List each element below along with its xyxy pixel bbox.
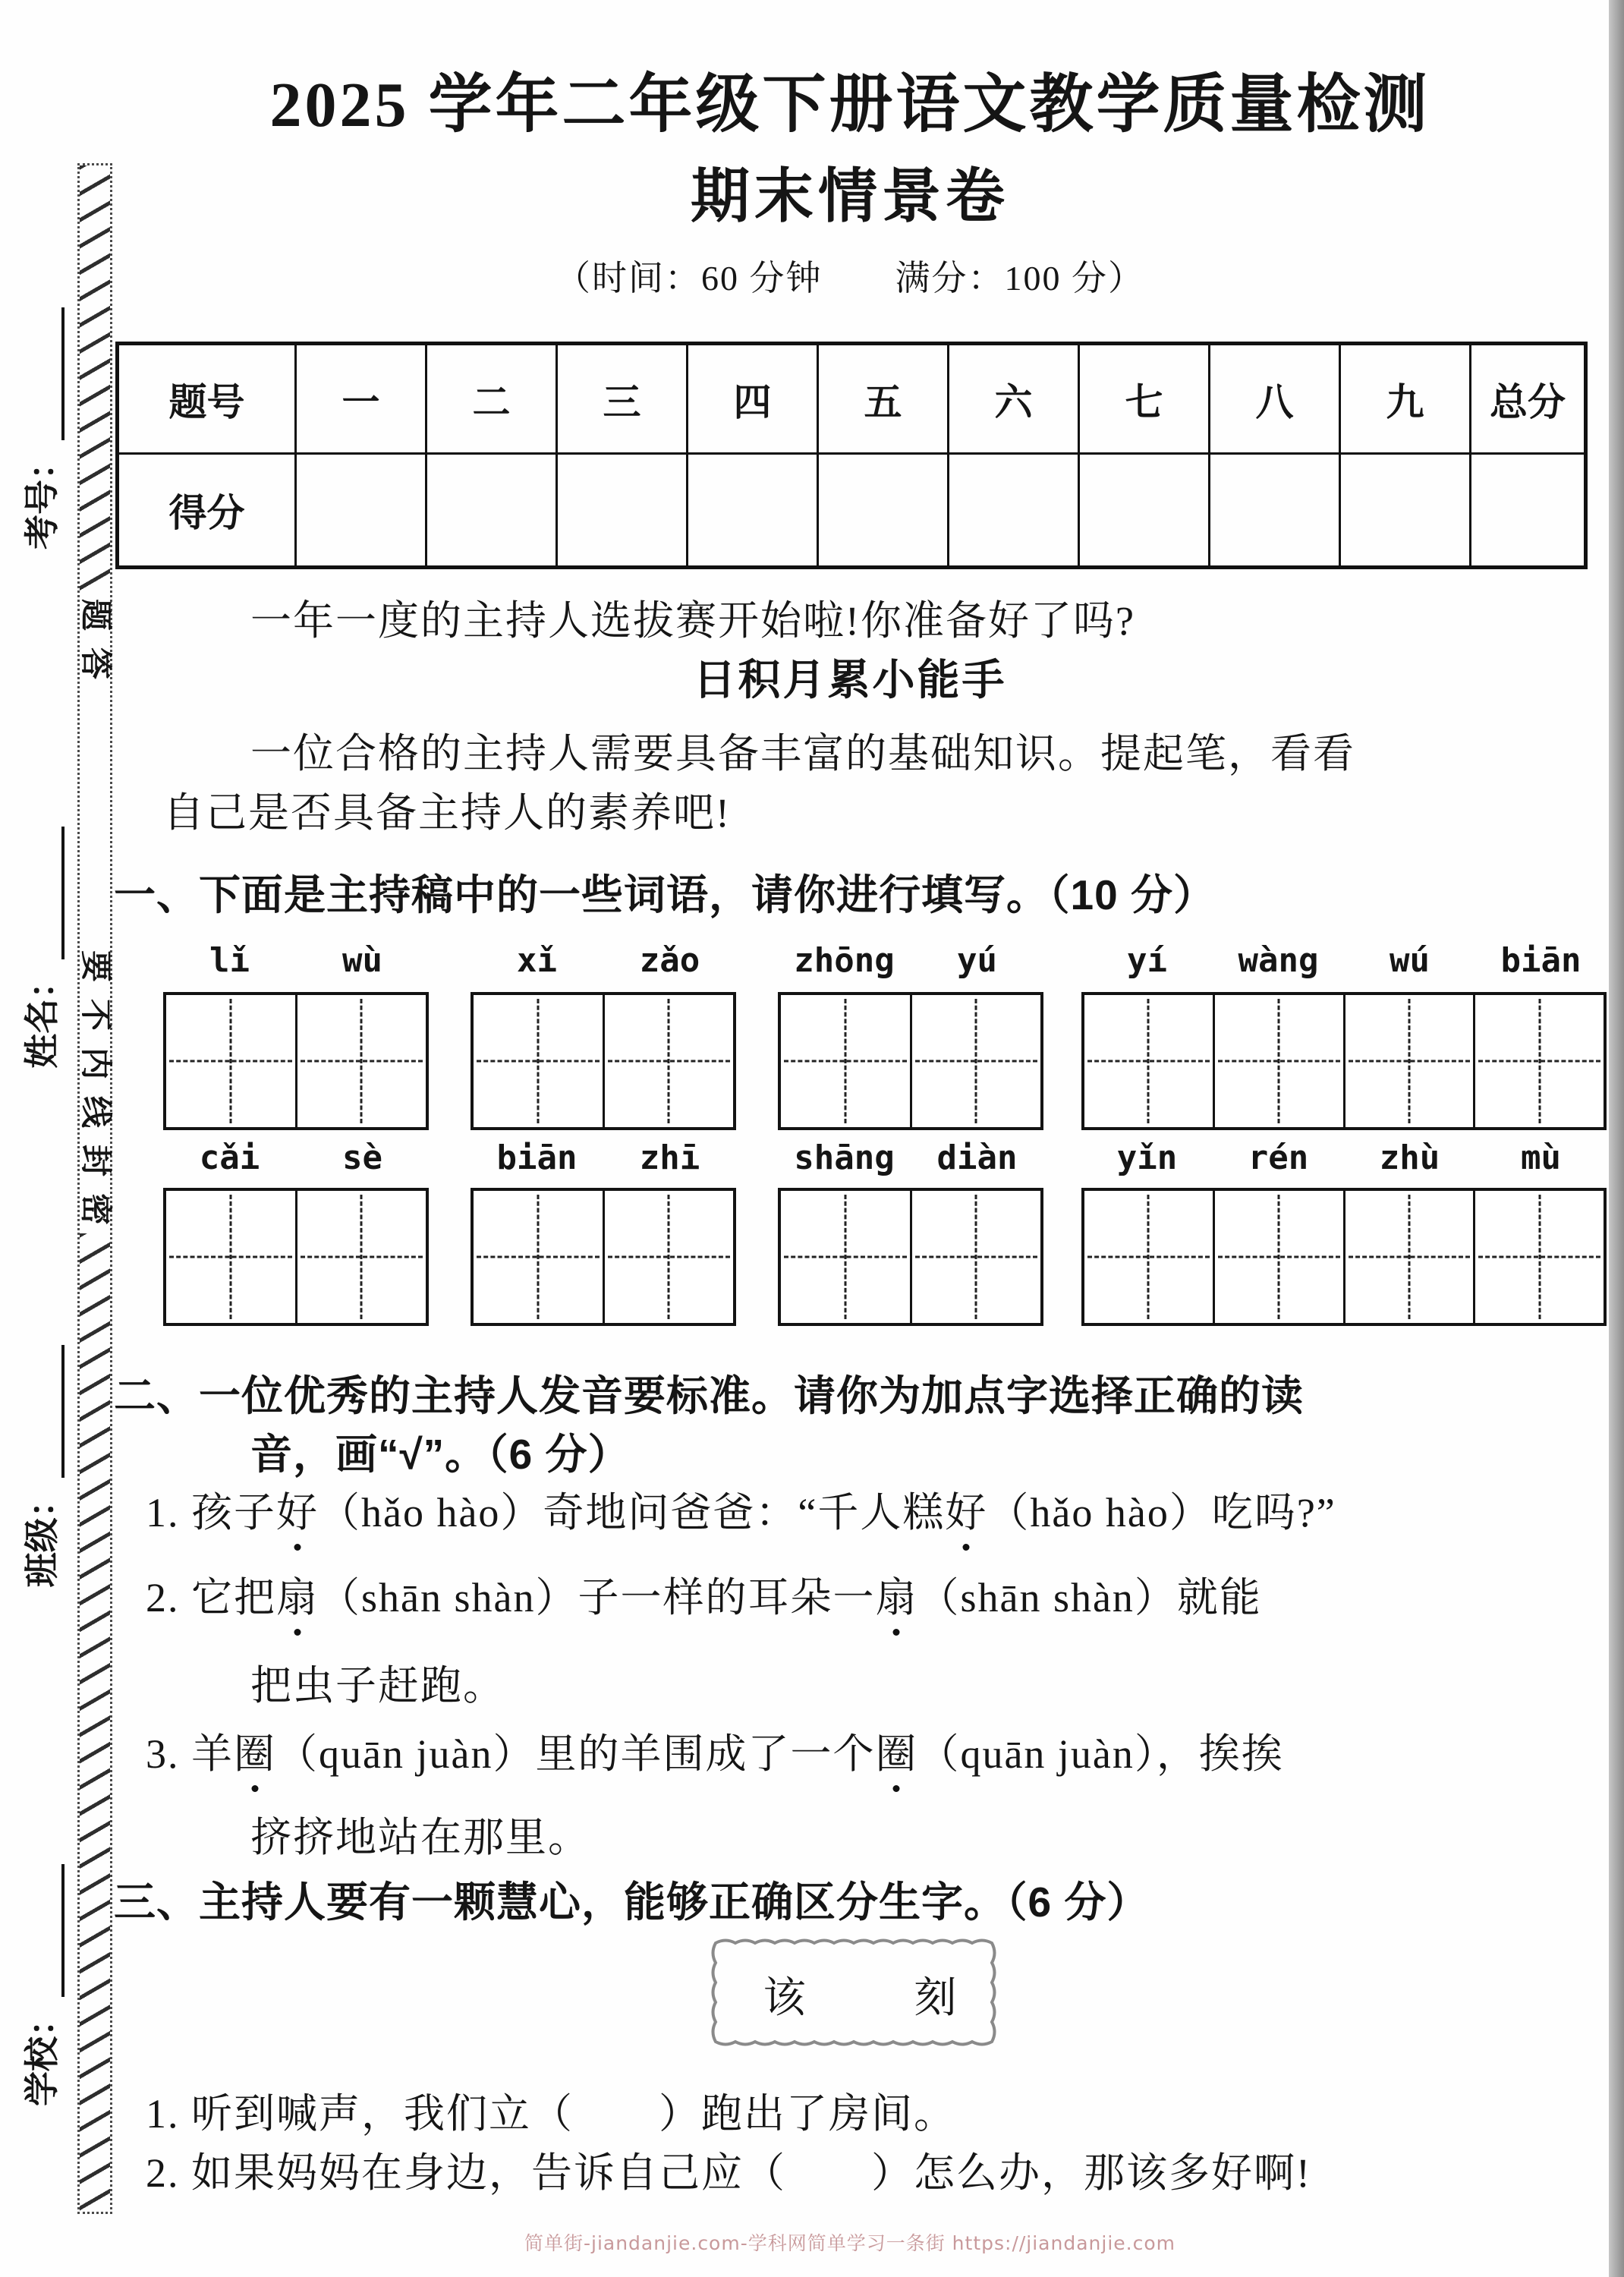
pinyin-label-group xyxy=(1081,1138,1607,1177)
choice-word-2: 刻 xyxy=(914,1975,958,2022)
writing-grid-cell xyxy=(1213,995,1343,1127)
writing-grid-cell xyxy=(1473,995,1604,1127)
score-empty-cell xyxy=(296,454,426,568)
pinyin-label-group xyxy=(471,1138,736,1177)
word-choice-words xyxy=(710,1937,1012,2052)
seal-char: 内 xyxy=(77,1047,113,1080)
seal-char: 答 xyxy=(77,647,113,680)
pinyin-syllable: cǎi xyxy=(199,1138,260,1177)
score-row-label: 得分 xyxy=(118,454,296,568)
section2-item2-line2: 把虫子赶跑。 xyxy=(250,1663,505,1709)
writing-grid-cell xyxy=(781,1191,910,1323)
score-table-cell: 九 xyxy=(1340,344,1471,454)
writing-grid-cell xyxy=(1473,1191,1604,1323)
seal-char: 要 xyxy=(77,950,113,983)
score-table xyxy=(115,342,1588,569)
school-label: 学校： xyxy=(23,2001,61,2106)
pinyin-syllable: wú xyxy=(1390,941,1430,980)
seal-char: 线 xyxy=(77,1095,113,1129)
exam-number-label: 考号： xyxy=(23,445,61,550)
score-empty-cell xyxy=(557,454,688,568)
score-table-cell: 八 xyxy=(1210,344,1340,454)
score-table-cell: 七 xyxy=(1079,344,1210,454)
pinyin-syllable: wù xyxy=(342,941,382,980)
score-empty-cell xyxy=(426,454,557,568)
word-choice-box xyxy=(710,1937,1012,2052)
time-score-info: （时间：60 分钟 满分：100 分） xyxy=(555,259,1144,298)
name-field xyxy=(14,827,65,1069)
score-table-cell: 二 xyxy=(426,344,557,454)
pinyin-syllable: mù xyxy=(1521,1138,1561,1177)
intro-paragraph-line2: 自己是否具备主持人的素养吧! xyxy=(163,790,731,836)
pinyin-syllable: biān xyxy=(1500,941,1582,980)
class-label: 班级： xyxy=(23,1482,61,1588)
score-table-score-row xyxy=(118,454,1586,568)
section3-item1: 1. 听到喊声，我们立（ ）跑出了房间。 xyxy=(146,2091,956,2137)
school-field xyxy=(14,1864,65,2106)
pinyin-label-group xyxy=(163,941,429,980)
writing-grid-cell xyxy=(910,995,1041,1127)
writing-grid-cell xyxy=(1084,1191,1213,1323)
paper-title: 2025 学年二年级下册语文教学质量检测 xyxy=(269,70,1430,140)
score-table-cell: 题号 xyxy=(118,344,296,454)
seal-slash-pattern-top xyxy=(80,165,110,591)
pinyin-label-group xyxy=(163,1138,429,1177)
score-table-cell: 一 xyxy=(296,344,426,454)
writing-grid-cell xyxy=(474,1191,603,1323)
writing-grid-group xyxy=(471,1188,736,1326)
pinyin-syllable: biān xyxy=(496,1138,578,1177)
seal-line-strip xyxy=(77,163,112,2214)
writing-grid-cell xyxy=(1084,995,1213,1127)
writing-grid-cell xyxy=(603,1191,734,1323)
score-table-cell: 总分 xyxy=(1471,344,1586,454)
score-table-header-row xyxy=(118,344,1586,454)
paper-subtitle: 期末情景卷 xyxy=(690,163,1009,229)
writing-grid-group xyxy=(471,992,736,1130)
scan-edge-shadow xyxy=(1609,0,1624,2277)
seal-char: 不 xyxy=(77,998,113,1031)
score-empty-cell xyxy=(818,454,949,568)
section3-heading: 三、主持人要有一颗慧心，能够正确区分生字。（6 分） xyxy=(114,1879,1150,1926)
score-table-cell: 六 xyxy=(949,344,1079,454)
score-empty-cell xyxy=(1340,454,1471,568)
pinyin-syllable: wàng xyxy=(1238,941,1319,980)
writing-grid-group xyxy=(163,992,429,1130)
writing-grid-group xyxy=(163,1188,429,1326)
score-table-cell: 三 xyxy=(557,344,688,454)
seal-char: 封 xyxy=(77,1144,113,1177)
exam-number-field xyxy=(14,307,65,550)
writing-grid-group xyxy=(1081,992,1607,1130)
writing-grid-cell xyxy=(1213,1191,1343,1323)
score-empty-cell xyxy=(1471,454,1586,568)
seal-char: 题 xyxy=(77,598,113,631)
pinyin-syllable: rén xyxy=(1248,1138,1309,1177)
section3-item2: 2. 如果妈妈在身边，告诉自己应（ ）怎么办，那该多好啊! xyxy=(146,2150,1311,2196)
pinyin-syllable: xǐ xyxy=(517,941,557,980)
section2-item3-line2: 挤挤地站在那里。 xyxy=(250,1815,590,1860)
writing-grid-cell xyxy=(295,995,426,1127)
score-empty-cell xyxy=(1079,454,1210,568)
writing-grid-cell xyxy=(295,1191,426,1323)
score-empty-cell xyxy=(688,454,818,568)
writing-grid-cell xyxy=(166,1191,295,1323)
class-blank-line xyxy=(25,1345,65,1478)
writing-grid-group xyxy=(778,992,1043,1130)
name-label: 姓名： xyxy=(23,963,61,1069)
pinyin-syllable: yí xyxy=(1127,941,1167,980)
pinyin-syllable: zhù xyxy=(1379,1138,1440,1177)
writing-grid-cell xyxy=(1343,995,1474,1127)
seal-char: 密 xyxy=(77,1192,113,1226)
writing-grid-group xyxy=(1081,1188,1607,1326)
pinyin-syllable: zǎo xyxy=(639,941,700,980)
pinyin-syllable: diàn xyxy=(936,1138,1018,1177)
choice-word-1: 该 xyxy=(763,1975,807,2022)
writing-grid-cell xyxy=(603,995,734,1127)
score-table-cell: 五 xyxy=(818,344,949,454)
section1-heading: 一、下面是主持稿中的一些词语，请你进行填写。（10 分） xyxy=(114,871,1216,918)
pinyin-syllable: lǐ xyxy=(209,941,250,980)
seal-slash-pattern-bottom xyxy=(80,1233,110,2212)
watermark-footer: 简单街-jiandanjie.com-学科网简单学习一条街 https://jiandanjie.com xyxy=(524,2232,1176,2254)
pinyin-syllable: zhōng xyxy=(794,941,895,980)
pinyin-syllable: sè xyxy=(342,1138,382,1177)
writing-grid-cell xyxy=(910,1191,1041,1323)
section2-item3-line1: 3. 羊圈（quān juàn）里的羊围成了一个圈（quān juàn），挨挨 xyxy=(146,1721,1284,1780)
score-table-cell: 四 xyxy=(688,344,818,454)
writing-grid-cell xyxy=(474,995,603,1127)
pinyin-label-group xyxy=(1081,941,1607,980)
section-banner: 日积月累小能手 xyxy=(693,656,1007,704)
writing-grid-group xyxy=(778,1188,1043,1326)
pinyin-syllable: zhī xyxy=(639,1138,700,1177)
section2-item1: 1. 孩子好（hǎo hào）奇地问爸爸：“千人糕好（hǎo hào）吃吗?” xyxy=(146,1480,1336,1538)
pinyin-label-group xyxy=(471,941,736,980)
score-empty-cell xyxy=(1210,454,1340,568)
name-blank-line xyxy=(25,827,65,959)
section2-heading-line2: 音，画“√”。（6 分） xyxy=(250,1431,631,1478)
intro-sentence: 一年一度的主持人选拔赛开始啦!你准备好了吗? xyxy=(250,598,1135,644)
pinyin-label-group xyxy=(778,941,1043,980)
pinyin-syllable: yǐn xyxy=(1116,1138,1178,1177)
exam-number-blank-line xyxy=(25,307,65,440)
score-empty-cell xyxy=(949,454,1079,568)
writing-grid-cell xyxy=(166,995,295,1127)
pinyin-label-group xyxy=(778,1138,1043,1177)
class-field xyxy=(14,1345,65,1587)
section2-heading-line1: 二、一位优秀的主持人发音要标准。请你为加点字选择正确的读 xyxy=(114,1372,1305,1419)
pinyin-syllable: shāng xyxy=(794,1138,895,1177)
school-blank-line xyxy=(25,1864,65,1997)
intro-paragraph-line1: 一位合格的主持人需要具备丰富的基础知识。提起笔，看看 xyxy=(250,731,1355,776)
student-id-fields xyxy=(2,277,77,2137)
pinyin-syllable: yú xyxy=(957,941,997,980)
writing-grid-cell xyxy=(781,995,910,1127)
section2-item2-line1: 2. 它把扇（shān shàn）子一样的耳朵一扇（shān shàn）就能 xyxy=(146,1565,1262,1624)
writing-grid-cell xyxy=(1343,1191,1474,1323)
